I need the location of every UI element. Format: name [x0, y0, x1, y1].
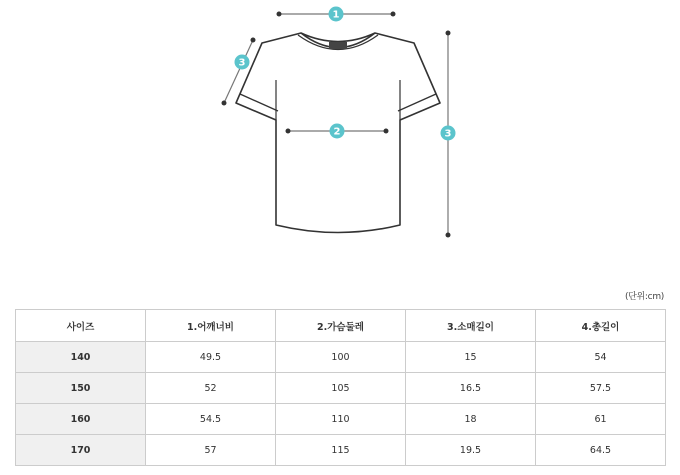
marker-label-2: 2 [333, 126, 341, 138]
right-sleeve-cuff [398, 94, 436, 111]
value-cell: 15 [406, 342, 536, 373]
header-shoulder-width: 1.어깨너비 [146, 310, 276, 342]
table-row [16, 435, 666, 466]
value-cell: 100 [276, 342, 406, 373]
value-cell: 57.5 [536, 373, 666, 404]
header-sleeve-length: 3.소매길이 [406, 310, 536, 342]
value-cell: 64.5 [536, 435, 666, 466]
header-total-length: 4.총길이 [536, 310, 666, 342]
value-cell: 110 [276, 404, 406, 435]
value-cell: 105 [276, 373, 406, 404]
left-sleeve-cuff [240, 94, 278, 111]
length-measure [441, 31, 456, 238]
table-row [16, 373, 666, 404]
size-cell: 160 [16, 404, 146, 435]
table-header-row [16, 310, 666, 342]
value-cell: 16.5 [406, 373, 536, 404]
size-cell: 140 [16, 342, 146, 373]
value-cell: 18 [406, 404, 536, 435]
value-cell: 19.5 [406, 435, 536, 466]
value-cell: 54.5 [146, 404, 276, 435]
table-row [16, 404, 666, 435]
marker-label-1: 1 [332, 9, 340, 21]
value-cell: 52 [146, 373, 276, 404]
value-cell: 61 [536, 404, 666, 435]
shoulder-measure [277, 7, 396, 22]
size-cell: 170 [16, 435, 146, 466]
value-cell: 115 [276, 435, 406, 466]
marker-label-3-length: 3 [444, 128, 452, 140]
size-cell: 150 [16, 373, 146, 404]
marker-label-3-sleeve: 3 [238, 57, 246, 69]
header-chest: 2.가슴둘레 [276, 310, 406, 342]
size-chart-table [15, 309, 666, 466]
value-cell: 54 [536, 342, 666, 373]
chest-measure [286, 124, 389, 139]
value-cell: 49.5 [146, 342, 276, 373]
header-size: 사이즈 [16, 310, 146, 342]
value-cell: 57 [146, 435, 276, 466]
table-row [16, 342, 666, 373]
unit-note: (단위:cm) [624, 292, 664, 302]
neck-label-tag [329, 42, 347, 49]
